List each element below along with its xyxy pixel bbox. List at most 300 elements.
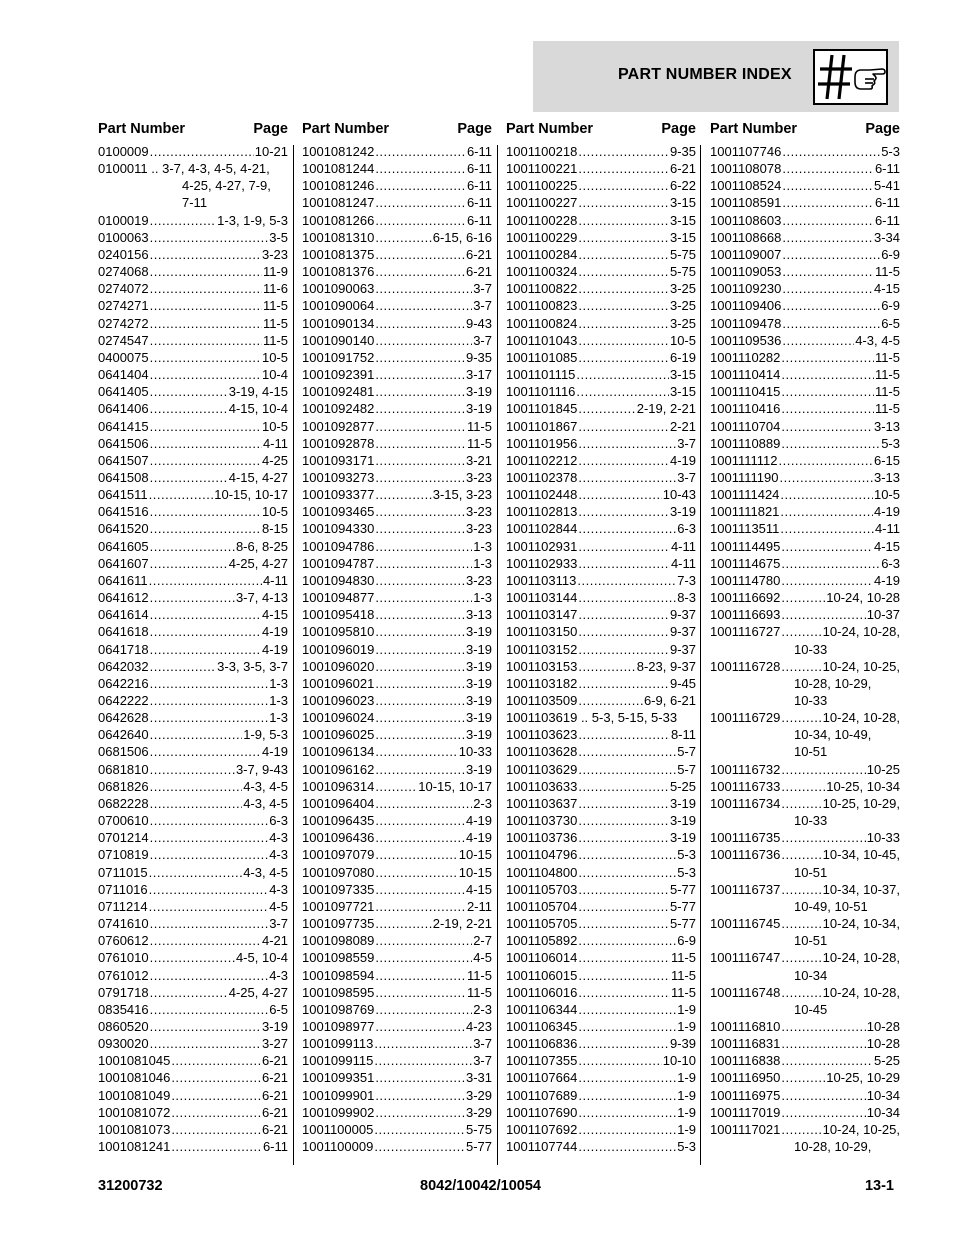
entry-line [302, 675, 492, 692]
index-entry [506, 743, 696, 760]
page-heading: Page [457, 121, 492, 137]
index-entry [506, 280, 696, 297]
part-number: 1001111424 [710, 487, 780, 503]
entry-line [710, 418, 900, 435]
part-number: 1001100218 [506, 144, 578, 159]
page-reference: 6-3 [269, 813, 288, 829]
entry-line [302, 1052, 492, 1069]
page-reference: 4-25, 4-27 [228, 555, 288, 571]
dot-leader [171, 1087, 261, 1104]
page-reference: 3-23 [465, 521, 492, 537]
dot-leader [578, 932, 676, 949]
dot-leader [781, 709, 821, 726]
page-reference: 10-24, 10-34, [822, 916, 900, 932]
page-reference: 4-19 [873, 572, 900, 588]
index-entry [98, 1121, 288, 1138]
dot-leader [578, 829, 669, 846]
entry-line [710, 435, 900, 452]
index-entry [506, 984, 696, 1001]
index-entry [710, 503, 900, 520]
dot-leader [375, 709, 465, 726]
part-number: 1001105892 [506, 933, 578, 949]
dot-leader [150, 538, 235, 555]
index-entry [302, 572, 492, 589]
entry-line [506, 1052, 696, 1069]
entry-line [506, 143, 696, 160]
page-reference: 3-7 [677, 435, 696, 451]
index-entry [506, 589, 696, 606]
dot-leader [576, 366, 669, 383]
entry-line [98, 829, 288, 846]
part-number: 1001097335 [302, 881, 375, 897]
entry-line [98, 486, 288, 503]
page-reference: 10-25 [866, 761, 900, 777]
index-entry [98, 1018, 288, 1035]
index-entry [710, 1121, 900, 1155]
entry-line [506, 726, 696, 743]
part-number: 1001111821 [710, 504, 780, 520]
entry-line [710, 915, 900, 932]
index-entry [98, 418, 288, 435]
entry-line [302, 1001, 492, 1018]
entry-line [506, 881, 696, 898]
page-reference: 5-41 [873, 178, 900, 194]
page-reference: 10-10 [662, 1053, 696, 1069]
part-number: 1001097721 [302, 898, 375, 914]
part-number: 0641406 [98, 401, 149, 417]
index-entry [98, 143, 288, 160]
page-reference: 4-3, 4-5 [243, 795, 288, 811]
part-number: 1001109230 [710, 281, 782, 297]
page-reference: 10-33 [458, 744, 492, 760]
entry-line [98, 1087, 288, 1104]
index-entry [302, 932, 492, 949]
part-number: 1001098769 [302, 1001, 375, 1017]
page-reference: 9-37 [669, 607, 696, 623]
part-number-heading: Part Number [302, 121, 390, 137]
index-entry [710, 658, 900, 709]
entry-line [506, 160, 696, 177]
page-reference: 8-15 [261, 521, 288, 537]
page-reference: 10-24, 10-25, [822, 1121, 900, 1137]
part-number: 1001106345 [506, 1018, 578, 1034]
part-number: 0641506 [98, 435, 149, 451]
index-entry [98, 503, 288, 520]
page-reference: 4-15 [873, 281, 900, 297]
dot-leader [375, 898, 466, 915]
part-number: 1001106014 [506, 950, 578, 966]
page-reference: 8-11 [670, 727, 696, 743]
entry-line [506, 658, 696, 675]
page-reference: 3-19 [465, 693, 492, 708]
entry-line [302, 160, 492, 177]
entry-line [710, 709, 900, 726]
part-number: 1001103113 [506, 572, 577, 588]
entry-line [302, 658, 492, 675]
entry-line [506, 743, 696, 760]
index-entry [710, 846, 900, 880]
index-entry [506, 709, 696, 726]
dot-leader [375, 795, 472, 812]
part-number: 1001098559 [302, 950, 375, 966]
index-entry [98, 623, 288, 640]
part-number: 0682228 [98, 795, 149, 811]
index-entry [302, 1087, 492, 1104]
index-entry [98, 812, 288, 829]
part-number: 0641614 [98, 607, 149, 623]
column-header [710, 118, 900, 142]
page-reference: 3-7 [473, 332, 492, 348]
dot-leader [578, 743, 676, 760]
index-entry [506, 400, 696, 417]
part-number: 0791718 [98, 984, 149, 1000]
dot-leader [781, 1121, 821, 1138]
index-entry [506, 418, 696, 435]
dot-leader [781, 589, 825, 606]
entry-line [506, 709, 696, 726]
entry-line [302, 881, 492, 898]
dot-leader [375, 349, 465, 366]
dot-leader [375, 452, 465, 469]
dot-leader [150, 641, 261, 658]
part-number: 0641508 [98, 469, 149, 485]
entry-line [710, 538, 900, 555]
dot-leader [150, 812, 269, 829]
dot-leader [375, 761, 465, 778]
page-reference: 10-5 [873, 487, 900, 503]
index-entry [302, 383, 492, 400]
index-entry [302, 435, 492, 452]
dot-leader [578, 795, 669, 812]
entry-line [302, 726, 492, 743]
page-reference: 2-11 [466, 898, 492, 914]
part-number: 1001090140 [302, 332, 375, 348]
part-number: 1001103619 .. 5-3, 5-15, 5-33 [506, 710, 678, 726]
part-number: 1001116950 [710, 1070, 781, 1086]
dot-leader [578, 143, 669, 160]
part-number: 0641718 [98, 641, 149, 657]
entry-line [98, 418, 288, 435]
entry-line [302, 898, 492, 915]
dot-leader [782, 297, 880, 314]
part-number: 1001109406 [710, 298, 782, 314]
dot-leader [578, 658, 635, 675]
page-reference: 3-13 [873, 469, 900, 485]
index-entry [710, 366, 900, 383]
page-reference: 5-3 [881, 435, 900, 451]
index-entry [710, 1104, 900, 1121]
part-number: 1001104800 [506, 864, 578, 880]
entry-line [302, 778, 492, 795]
index-entry [710, 246, 900, 263]
dot-leader [578, 349, 669, 366]
index-entry [506, 846, 696, 863]
part-number: 1001098977 [302, 1018, 375, 1034]
index-entry [98, 984, 288, 1001]
entry-line [98, 984, 288, 1001]
dot-leader [781, 1104, 865, 1121]
part-number: 1001100221 [506, 161, 578, 177]
dot-leader [781, 383, 874, 400]
dot-leader [150, 692, 269, 709]
dot-leader [375, 692, 465, 709]
dot-leader [782, 177, 873, 194]
page-reference: 6-21 [261, 1121, 288, 1137]
dot-leader [578, 1104, 676, 1121]
page-reference: 3-19 [261, 1018, 288, 1034]
page-reference: 9-45 [669, 675, 696, 691]
index-entry [710, 778, 900, 795]
entry-line [506, 383, 696, 400]
entry-line [506, 297, 696, 314]
page-reference: 3-15 [669, 229, 696, 245]
part-number: 1001103730 [506, 813, 578, 829]
page-reference: 3-7 [677, 469, 696, 485]
entry-line [302, 452, 492, 469]
part-number: 1001094330 [302, 521, 375, 537]
page-reference: 4-3, 4-5 [243, 864, 288, 880]
index-entry [302, 297, 492, 314]
entry-line [506, 675, 696, 692]
entry-line [98, 606, 288, 623]
dot-leader [150, 1018, 261, 1035]
page-reference: 11-5 [874, 401, 900, 417]
entry-line [710, 246, 900, 263]
part-number: 1001116735 [710, 830, 781, 846]
part-number: 1001117021 [710, 1121, 781, 1137]
entry-line [98, 212, 288, 229]
dot-leader [375, 486, 431, 503]
page-reference: 10-25, 10-34 [826, 778, 900, 794]
entry-line [98, 503, 288, 520]
dot-leader [375, 194, 466, 211]
part-number: 1001090134 [302, 315, 375, 331]
part-number: 1001105704 [506, 898, 578, 914]
part-number: 1001103152 [506, 641, 578, 657]
dot-leader [781, 435, 880, 452]
dot-leader [578, 246, 669, 263]
entry-line [98, 641, 288, 658]
part-number: 1001096435 [302, 813, 375, 829]
dot-leader [578, 967, 670, 984]
index-entry [98, 246, 288, 263]
index-entry [710, 949, 900, 983]
entry-line [710, 143, 900, 160]
dot-leader [781, 1087, 865, 1104]
dot-leader [578, 315, 669, 332]
entry-line [302, 332, 492, 349]
index-column-1 [98, 118, 288, 1155]
entry-line [302, 572, 492, 589]
index-entry [506, 967, 696, 984]
page-reference: 3-19 [669, 795, 696, 811]
dot-leader [150, 829, 269, 846]
dot-leader [578, 400, 635, 417]
page-reference-continued: 10-34 [794, 967, 828, 983]
dot-leader [171, 1052, 261, 1069]
dot-leader [781, 400, 874, 417]
part-number: 0641612 [98, 590, 149, 606]
part-number: 1001103623 [506, 727, 578, 743]
index-entry [98, 315, 288, 332]
dot-leader [781, 606, 865, 623]
index-entry [710, 143, 900, 160]
index-entry [506, 229, 696, 246]
entry-line [506, 589, 696, 606]
index-entry [506, 1138, 696, 1155]
index-entry [302, 486, 492, 503]
index-entry [710, 297, 900, 314]
dot-leader [375, 726, 465, 743]
index-entry [98, 229, 288, 246]
part-number: 1001114675 [710, 555, 781, 571]
part-number: 1001081073 [98, 1121, 171, 1137]
part-number: 1001116745 [710, 916, 781, 932]
part-number: 1001092877 [302, 418, 375, 434]
dot-leader [150, 297, 262, 314]
page-reference: 3-7 [269, 916, 288, 932]
entry-line [302, 297, 492, 314]
part-number: 1001106015 [506, 967, 578, 983]
page-reference: 6-3 [677, 521, 696, 537]
page-reference: 10-25, 10-29 [826, 1070, 900, 1086]
page-reference: 9-35 [465, 349, 492, 365]
page-reference: 3-31 [465, 1070, 492, 1086]
index-entry [98, 675, 288, 692]
part-number: 1001102378 [506, 469, 578, 485]
dot-leader [781, 1018, 865, 1035]
dot-leader [374, 1138, 465, 1155]
entry-list [506, 143, 696, 1155]
index-entry [98, 1104, 288, 1121]
index-entry [710, 881, 900, 915]
entry-line [710, 555, 900, 572]
part-number: 1001116737 [710, 881, 781, 897]
entry-line [98, 881, 288, 898]
dot-leader [578, 263, 669, 280]
part-number: 0641507 [98, 452, 149, 468]
index-entry [506, 315, 696, 332]
part-number: 1001108668 [710, 229, 782, 245]
dot-leader [781, 658, 821, 675]
index-entry [710, 761, 900, 778]
dot-leader [578, 675, 669, 692]
page-reference-continued: 10-33 [794, 641, 828, 657]
index-entry [710, 435, 900, 452]
entry-line [506, 229, 696, 246]
entry-line [302, 932, 492, 949]
page-reference: 4-3, 4-5 [855, 332, 900, 348]
part-number: 1001092482 [302, 401, 375, 417]
entry-line [710, 160, 900, 177]
part-number: 1001103182 [506, 675, 578, 691]
index-entry [302, 280, 492, 297]
dot-leader [576, 383, 669, 400]
part-number: 1001096025 [302, 727, 375, 743]
dot-leader [149, 898, 269, 915]
entry-line [506, 1138, 696, 1155]
part-number: 1001081266 [302, 212, 375, 228]
index-entry [302, 160, 492, 177]
page-reference: 3-19 [669, 504, 696, 520]
dot-leader [578, 1138, 676, 1155]
entry-line [710, 400, 900, 417]
index-entry [98, 829, 288, 846]
part-number: 1001114780 [710, 572, 781, 588]
page-reference-continued: 10-45 [794, 1001, 828, 1017]
part-number: 0100063 [98, 229, 149, 245]
dot-leader [782, 246, 880, 263]
page-reference: 5-75 [669, 246, 696, 262]
part-number: 1001108591 [710, 195, 782, 211]
entry-line [710, 452, 900, 469]
entry-line [98, 1138, 288, 1155]
dot-leader [150, 1035, 261, 1052]
page-reference: 4-21 [261, 933, 288, 949]
entry-line [302, 503, 492, 520]
index-entry [98, 1035, 288, 1052]
page-reference: 5-25 [873, 1053, 900, 1069]
part-number: 0240156 [98, 246, 149, 262]
part-number: 0274068 [98, 264, 149, 280]
dot-leader [150, 675, 269, 692]
dot-leader [375, 263, 465, 280]
dot-leader [578, 949, 670, 966]
index-entry [710, 1052, 900, 1069]
part-number: 1001100324 [506, 264, 578, 280]
dot-leader [149, 572, 262, 589]
part-number: 1001081241 [98, 1139, 171, 1155]
dot-leader [150, 520, 261, 537]
part-number: 1001081376 [302, 264, 375, 280]
entry-line [302, 846, 492, 863]
page-reference: 5-7 [677, 761, 696, 777]
index-entry [710, 572, 900, 589]
index-entry [302, 984, 492, 1001]
entry-line [302, 795, 492, 812]
entry-line [98, 400, 288, 417]
dot-leader [578, 452, 669, 469]
page-reference: 4-3 [269, 830, 288, 846]
index-entry [506, 194, 696, 211]
part-number: 0930020 [98, 1036, 149, 1052]
index-entry [98, 846, 288, 863]
dot-leader [578, 898, 669, 915]
index-entry [98, 452, 288, 469]
page-reference: 1-3 [269, 693, 288, 708]
page-reference: 4-11 [670, 555, 696, 571]
page-reference: 3-19 [465, 675, 492, 691]
part-number: 1001101043 [506, 332, 578, 348]
index-entry [302, 1138, 492, 1155]
index-entry [710, 1087, 900, 1104]
page-reference: 11-5 [874, 349, 900, 365]
index-entry [506, 1087, 696, 1104]
page-reference: 3-29 [465, 1087, 492, 1103]
dot-leader [781, 881, 821, 898]
entry-line [506, 623, 696, 640]
page-reference: 4-11 [262, 572, 288, 588]
dot-leader [578, 761, 676, 778]
index-entry [302, 864, 492, 881]
index-entry [302, 315, 492, 332]
page-reference: 4-11 [670, 538, 696, 554]
index-entry [98, 1001, 288, 1018]
index-entry [506, 692, 696, 709]
page-reference: 6-11 [874, 161, 900, 177]
dot-leader [578, 589, 676, 606]
part-number: 0761010 [98, 950, 149, 966]
